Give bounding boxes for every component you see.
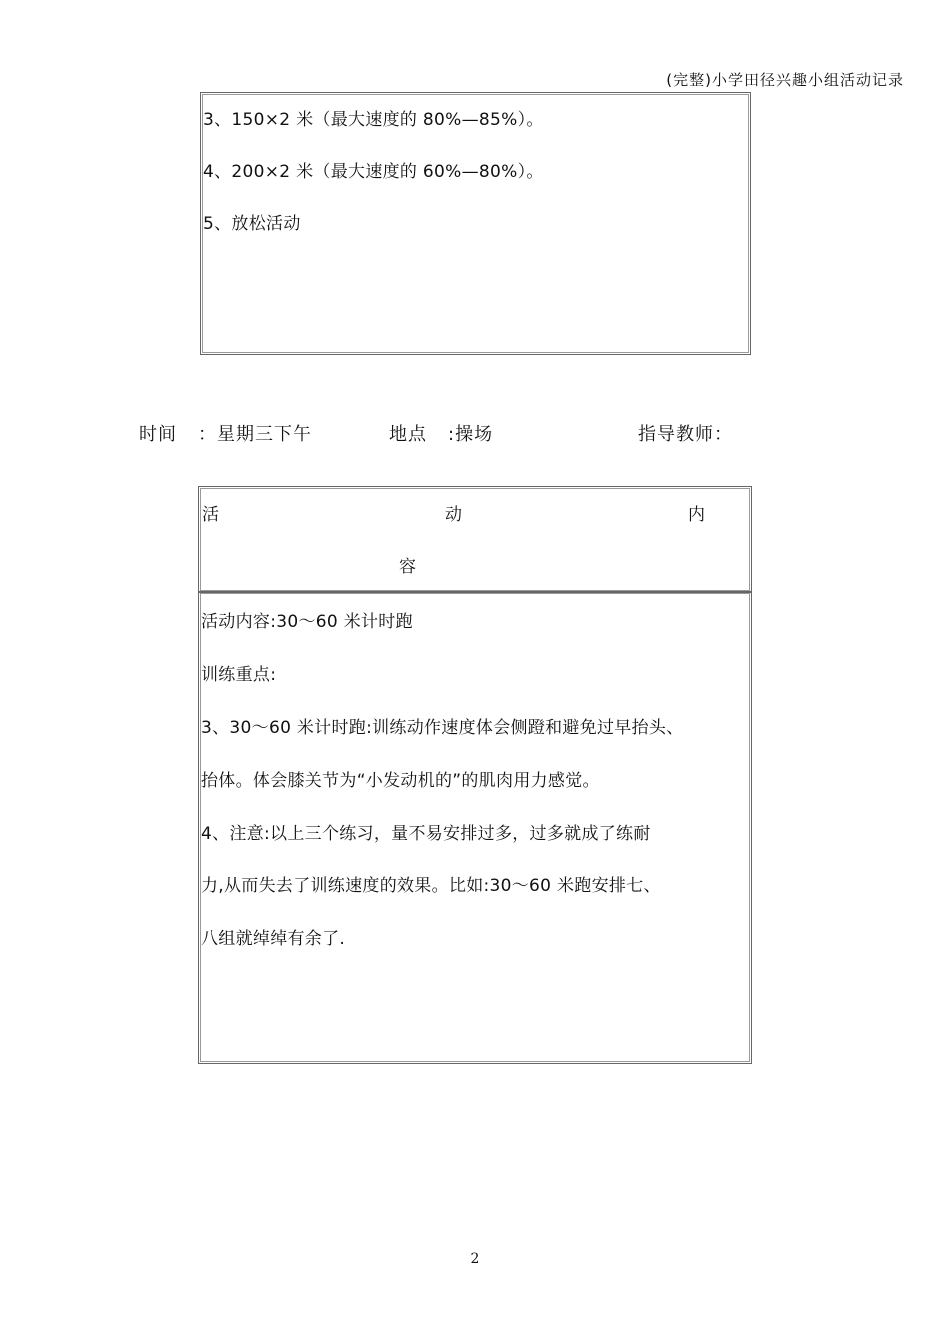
content-line: 力,从而失去了训练速度的效果。比如:30～60 米跑安排七、 [201,876,661,896]
table-line: 5、放松活动 [203,214,301,234]
running-header-title: (完整)小学田径兴趣小组活动记录 [666,71,904,89]
content-line: 4、注意:以上三个练习，量不易安排过多，过多就成了练耐 [201,824,651,844]
header-char: 动 [445,505,462,525]
content-line: 八组就绰绰有余了. [201,929,346,949]
content-line: 训练重点: [201,665,277,685]
activity-content-cell [198,591,752,1064]
content-line: 抬体。体会膝关节为“小发动机的”的肌肉用力感觉。 [201,771,600,791]
teacher-label: 指导教师： [638,424,733,445]
header-char: 活 [202,505,219,525]
content-line: 3、30～60 米计时跑:训练动作速度体会侧蹬和避免过早抬头、 [201,718,684,738]
table-line: 3、150×2 米（最大速度的 80%—85%）。 [203,110,544,130]
header-char: 容 [399,557,416,577]
table-line: 4、200×2 米（最大速度的 60%—80%）。 [203,162,544,182]
training-content-table [200,92,751,355]
place-value: :操场 [448,424,494,445]
page-number: 2 [470,1251,480,1267]
place-label: 地点 [389,424,427,445]
time-value: ：星期三下午 [198,424,312,445]
time-label: 时间 [139,424,177,445]
activity-header-cell [198,486,752,593]
content-line: 活动内容:30～60 米计时跑 [201,612,413,632]
header-char: 内 [688,505,705,525]
